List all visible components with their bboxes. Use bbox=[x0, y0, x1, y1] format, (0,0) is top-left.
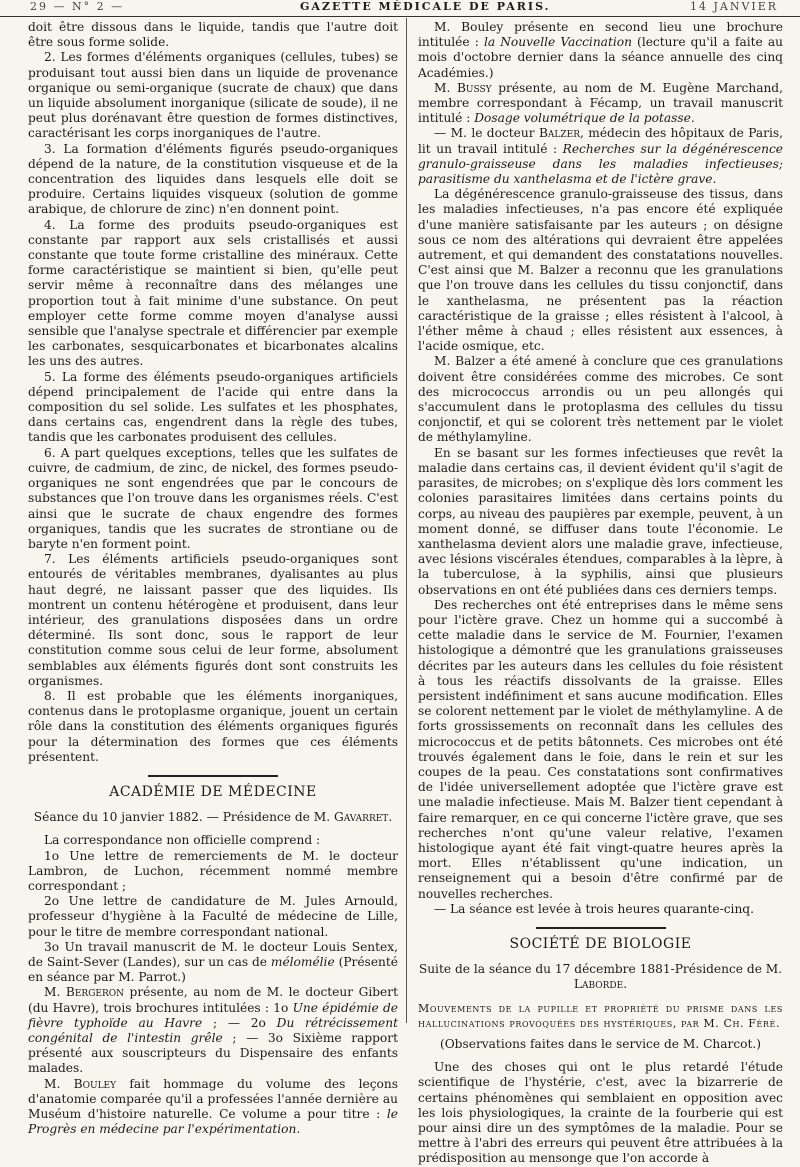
correspondance-item-3 bbox=[28, 940, 398, 986]
r1-text-b: (lecture qu'il a faite au mois d'octobre dernier dans la séance annuelle des cinq Académies.) bbox=[418, 35, 783, 80]
paragraph-formes-infectieuses: En se basant sur les formes infectieuses que revêt la maladie dans certains cas, il devient évident qu'il s'agit de parasites, de microbes; on s'explique dès lors comment les colonies parasitaires limitées dans certains points du corps, au niveau des paupières par exemple, peuvent, à un moment donné, se diffuser dans toute l'économie. Le xanthelasma devient alors une maladie grave, infectieuse, avec lésions viscérales étendues, comparables à la lèpre, à la tuberculose, à la syphilis, ainsi que plusieurs observations en ont été publiées dans ces derniers temps. bbox=[418, 445, 783, 597]
bergeron-text-a: présente, au nom de M. le docteur Gibert (du Havre), trois brochures intitulées : 1o bbox=[28, 985, 398, 1015]
bergeron-title-2: Du rétrécissement congénital de l'intestin grêle bbox=[28, 1015, 398, 1045]
balzer-paragraph bbox=[418, 126, 783, 187]
seance-levee: — La séance est levée à trois heures quarante-cinq. bbox=[434, 901, 754, 916]
bergeron-title-1: Une épidémie de fièvre typhoïde au Havre bbox=[28, 1000, 398, 1030]
bouley-name: M. Bouley bbox=[44, 1076, 117, 1091]
c3-text: 3o Un travail manuscrit de M. le docteur Louis Sentex, de Saint-Sever (Landes), sur un cas de bbox=[28, 939, 398, 969]
paragraph-hysterie: Une des choses qui ont le plus retardé l'étude scientifique de l'hystérie, c'est, avec la bizarrerie de certains phénomènes qui semblaient en opposition avec les lois physiologiques, la crainte de la fourberie qui est pour ainsi dire un des symptômes de la maladie. Pour se mettre à l'abri des erreurs qui peuvent être attribuées à la prédisposition au mensonge que l'on accorde à bbox=[418, 1060, 783, 1166]
bouley-text-b: . bbox=[296, 1122, 301, 1137]
correspondance-intro: La correspondance non officielle comprend : bbox=[44, 833, 321, 848]
paragraph-point-3: 3. La formation d'éléments figurés pseudo-organiques dépend de la nature, de la constitution visqueuse et de la concentration des liquides dans lesquels elle doit se produire. Certains liquides visqueux (solution de gomme arabique, de chlorure de zinc) n'en donnent point. bbox=[28, 141, 398, 217]
c3-end: (Présenté en séance par M. Parrot.) bbox=[28, 954, 398, 985]
paragraph-point-2: 2. Les formes d'éléments organiques (cellules, tubes) se produisant tout aussi bien dans un liquide de provenance organique ou semi-organique (sucrate de chaux) que dans un liquide absolument inorganique (silicate de soude), il ne peut plus dorénavant être question de formes distinctives, caractérisant les corps inorganiques de l'autre. bbox=[28, 50, 398, 141]
column-divider bbox=[406, 18, 407, 1023]
r1-title: la Nouvelle Vaccination bbox=[483, 35, 632, 50]
article-subtitle: (Observations faites dans le service de M. Charcot.) bbox=[439, 1037, 762, 1051]
seance-line bbox=[28, 810, 398, 825]
balzer-title: Recherches sur la dégénérescence granulo-graisseuse dans les maladies infectieuses; parasitisme du xanthelasma et de l'ictère grave bbox=[418, 141, 783, 187]
left-column bbox=[28, 20, 398, 1137]
seance-end: . bbox=[388, 810, 393, 825]
seance-text: Séance du 10 janvier 1882. — Présidence de M. bbox=[33, 810, 334, 825]
article-title: Mouvements de la pupille et propriété du prisme dans les hallucinations provoquées des hystériques, par M. Ch. Féré. bbox=[418, 1001, 783, 1030]
suite-text: Suite de la séance du 17 décembre 1881-Présidence de M. bbox=[418, 962, 783, 977]
paragraph-microbes: M. Balzer a été amené à conclure que ces granulations doivent être considérées comme des microbes. Ce sont des micrococcus arrondis ou un peu allongés qui s'accumulent dans le protoplasma des cellules du tissu conjonctif, et qui se colorent très nettement par le violet de méthylamyline. bbox=[418, 354, 783, 445]
bergeron-name: M. Bergeron bbox=[44, 985, 124, 1000]
section-rule bbox=[536, 927, 666, 929]
balzer-text-a: , médecin des hôpitaux de Paris, lit un travail intitulé : bbox=[418, 126, 783, 156]
suite-seance-line bbox=[418, 962, 783, 992]
c3-italic: mélomélie bbox=[270, 954, 335, 969]
correspondance-item-2: 2o Une lettre de candidature de M. Jules Arnould, professeur d'hygiène à la Faculté de médecine de Lille, pour le titre de membre correspondant national. bbox=[28, 894, 398, 939]
bussy-text-b: . bbox=[690, 111, 695, 126]
bussy-paragraph bbox=[418, 81, 783, 127]
bussy-name: M. Bussy bbox=[434, 80, 492, 95]
journal-title: GAZETTE MÉDICALE DE PARIS. bbox=[300, 0, 551, 13]
paragraph-point-6: 6. A part quelques exceptions, telles que les sulfates de cuivre, de cadmium, de zinc, de nickel, des formes pseudo-organiques ne sont engendrées que par le concours de substances que l'on trouve dans les organismes réels. C'est ainsi que le sucrate de chaux engendre des formes organiques, tandis que les sucrates de strontiane ou de baryte n'en forment point. bbox=[28, 445, 398, 551]
suite-end: . bbox=[623, 977, 628, 992]
paragraph-point-7: 7. Les éléments artificiels pseudo-organiques sont entourés de véritables membranes, dyalisantes au plus haut degré, ne laissant passer que des liquides. Ils montrent un contenu hétérogène et produisent, dans leur intérieur, des granulations disposées dans un ordre déterminé. Ils sont donc, sous le rapport de leur constitution comme sous celui de leur forme, absolument semblables aux éléments figurés dont sont construits les organismes. bbox=[28, 552, 398, 688]
paragraph-point-8: 8. Il est probable que les éléments inorganiques, contenus dans le protoplasme organique, jouent un certain rôle dans la constitution des éléments organiques figurés pour la détermination des formes que ces éléments présentent. bbox=[28, 688, 398, 764]
bussy-title: Dosage volumétrique de la potasse bbox=[474, 111, 691, 126]
bouley-text-a: fait hommage du volume des leçons d'anatomie comparée qu'il a professées l'année dernière au Muséum d'histoire naturelle. Ce volume a pour titre : bbox=[28, 1076, 398, 1122]
page-number: 29 — N° 2 — bbox=[30, 0, 125, 13]
correspondance-item-1: 1o Une lettre de remerciements de M. le docteur Lambron, de Luchon, récemment nommé membre correspondant ; bbox=[28, 848, 398, 893]
section-rule bbox=[148, 775, 278, 777]
page-header bbox=[0, 0, 800, 17]
balzer-name: Balzer bbox=[538, 126, 580, 141]
bergeron-text-c: ; — 3o Sixième rapport présenté aux souscripteurs du Dispensaire des enfants malades. bbox=[28, 1031, 398, 1076]
section-heading-biologie: SOCIÉTÉ DE BIOLOGIE bbox=[509, 935, 692, 952]
bouley-title: le Progrès en médecine par l'expérimentation bbox=[28, 1107, 398, 1137]
bergeron-text-b: ; — 2o bbox=[202, 1015, 277, 1030]
paragraph-continued: doit être dissous dans le liquide, tandis que l'autre doit être sous forme solide. bbox=[28, 20, 398, 50]
bergeron-paragraph bbox=[28, 985, 398, 1076]
paragraph-degenerescence: La dégénérescence granulo-graisseuse des tissus, dans les maladies infectieuses, n'a pas encore été expliquée d'une manière satisfaisante par les auteurs ; on désigne sous ce nom des altérations qui devraient être appelées autrement, et qui demandent des constatations nouvelles. C'est ainsi que M. Balzer a reconnu que les granulations que l'on trouve dans les cellules du tissu conjonctif, dans le xanthelasma, ne présentent pas la réaction caractéristique de la graisse ; elles résistent à l'alcool, à l'éther même à chaud ; elles résistent aux essences, à l'acide osmique, etc. bbox=[418, 187, 783, 354]
r1-text-a: M. Bouley présente en second lieu une brochure intitulée : bbox=[418, 20, 783, 50]
bussy-text-a: présente, au nom de M. Eugène Marchand, membre correspondant à Fécamp, un travail manuscrit intitulé : bbox=[418, 80, 783, 126]
balzer-pre: — M. le docteur bbox=[434, 126, 539, 141]
balzer-text-b: . bbox=[712, 172, 717, 187]
issue-date: 14 JANVIER bbox=[690, 0, 779, 13]
suite-president: Laborde bbox=[573, 977, 624, 992]
right-column bbox=[418, 20, 783, 1166]
bouley-second-paragraph bbox=[418, 20, 783, 81]
section-heading-academie: ACADÉMIE DE MÉDECINE bbox=[109, 783, 317, 800]
paragraph-point-4: 4. La forme des produits pseudo-organiques est constante par rapport aux sels cristallisés et aussi constante que toute forme cristalline des minéraux. Cette forme caractéristique se maintient si bien, qu'elle peut servir même à reconnaître dans des mélanges une proportion tout à fait minime d'une substance. On peut employer cette forme comme moyen d'analyse aussi sensible que l'analyse spectrale et différencier par exemple les carbonates, sesquicarbonates et bicarbonates alcalins les uns des autres. bbox=[28, 217, 398, 369]
paragraph-ictere-grave: Des recherches ont été entreprises dans le même sens pour l'ictère grave. Chez un homme qui a succombé à cette maladie dans le service de M. Fournier, l'examen histologique a démontré que les granulations graisseuses décrites par les auteurs dans les cellules du foie résistent à tous les réactifs dissolvants de la graisse. Elles persistent indéfiniment et sans aucune modification. Elles se colorent nettement par le violet de méthylamyline. A de forts grossissements on reconnaît dans les cellules des micrococcus et de petits bâtonnets. Ces microbes ont été trouvés également dans le foie, dans le rein et sur les coupes de la peau. Ces constatations sont confirmatives de l'idée universellement adoptée que l'ictère grave est une maladie infectieuse. Mais M. Balzer tient cependant à faire remarquer, en ce qui concerne l'ictère grave, que ses recherches n'ont qu'une valeur relative, l'examen histologique ayant été fait vingt-quatre heures après la mort. Elles n'établissent qu'une indication, un renseignement qui a besoin d'être confirmé par de nouvelles recherches. bbox=[418, 597, 783, 901]
paragraph-point-5: 5. La forme des éléments pseudo-organiques artificiels dépend principalement de l'acide qui entre dans la composition du sel solide. Les sulfates et les phosphates, dans certains cas, engendrent dans la règle des tubes, tandis que les carbonates produisent des cellules. bbox=[28, 369, 398, 445]
president-name: Gavarret bbox=[334, 810, 389, 825]
bouley-paragraph bbox=[28, 1077, 398, 1138]
